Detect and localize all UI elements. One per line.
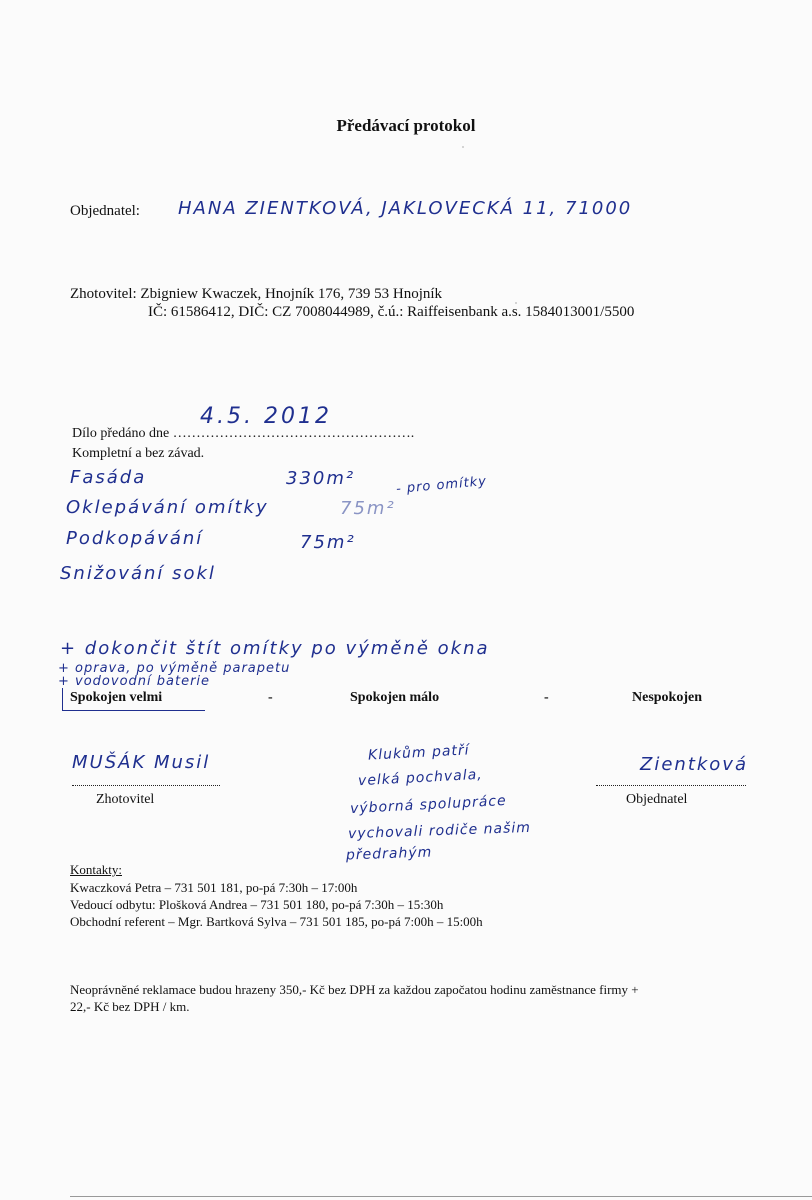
- comment-line-3: výborná spolupráce: [349, 792, 508, 818]
- contractor-signature-label: Zhotovitel: [96, 792, 155, 807]
- comment-line-5: předrahým: [345, 844, 433, 864]
- client-signature-label: Objednatel: [626, 792, 688, 807]
- work-item-5: + dokončit štít omítky po výměně okna: [60, 638, 490, 659]
- handover-label: Dílo předáno dne: [72, 426, 170, 441]
- client-signature-line: [596, 785, 746, 786]
- handover-date: 4.5. 2012: [200, 404, 332, 429]
- work-item-facade-area: 330m²: [286, 468, 356, 489]
- satisfaction-not: Nespokojen: [632, 690, 703, 705]
- scan-speck: [462, 146, 464, 148]
- contacts-heading: Kontakty:: [70, 862, 122, 877]
- contacts-line-2: Vedoucí odbytu: Plošková Andrea – 731 501 180, po-pá 7:30h – 15:30h: [70, 897, 444, 912]
- work-item-7: + vodovodní baterie: [58, 674, 211, 689]
- work-item-3-area: 75m²: [300, 532, 356, 553]
- bottom-edge-rule: [70, 1196, 812, 1197]
- notice-line-2: 22,- Kč bez DPH / km.: [70, 999, 190, 1014]
- contractor-line1: Zhotovitel: Zbigniew Kwaczek, Hnojník 176, 739 53 Hnojník: [70, 286, 443, 302]
- work-item-3: Podkopávání: [66, 528, 204, 549]
- comment-line-2: velká pochvala,: [357, 766, 484, 790]
- comment-line-4: vychovali rodiče našim: [347, 819, 532, 843]
- work-item-facade: Fasáda: [70, 467, 147, 488]
- contractor-line2: IČ: 61586412, DIČ: CZ 7008044989, č.ú.: Raiffeisenbank a.s. 1584013001/5500: [148, 304, 635, 320]
- document-title: Předávací protokol: [336, 116, 476, 135]
- circled-mark: [62, 688, 205, 711]
- handover-status: Kompletní a bez závad.: [72, 446, 205, 461]
- handover-dots: …………………………………………….: [172, 426, 415, 441]
- satisfaction-dash-1: -: [268, 690, 273, 705]
- satisfaction-little: Spokojen málo: [350, 690, 440, 705]
- satisfaction-dash-2: -: [544, 690, 549, 705]
- work-item-2-area: 75m²: [340, 498, 396, 519]
- client-handwritten: HANA ZIENTKOVÁ, JAKLOVECKÁ 11, 71000: [178, 198, 633, 219]
- work-item-2: Oklepávání omítky: [66, 497, 269, 518]
- client-label: Objednatel:: [70, 203, 140, 219]
- work-item-4: Snižování sokl: [60, 563, 216, 584]
- contractor-signature-line: [72, 785, 220, 786]
- comment-line-1: Klukům patří: [367, 742, 470, 764]
- work-item-facade-note: - pro omítky: [395, 474, 488, 497]
- contractor-signature: MUŠÁK Musil: [72, 752, 211, 773]
- satisfaction-very: Spokojen velmi: [70, 690, 163, 705]
- scan-speck: [515, 302, 517, 304]
- work-item-6: + oprava, po výměně parapetu: [58, 661, 291, 676]
- contacts-line-1: Kwaczková Petra – 731 501 181, po-pá 7:30h – 17:00h: [70, 880, 358, 895]
- contacts-line-3: Obchodní referent – Mgr. Bartková Sylva – 731 501 185, po-pá 7:00h – 15:00h: [70, 914, 483, 929]
- client-signature: Zientková: [640, 754, 748, 775]
- notice-line-1: Neoprávněné reklamace budou hrazeny 350,- Kč bez DPH za každou započatou hodinu zaměstnance firmy +: [70, 982, 639, 997]
